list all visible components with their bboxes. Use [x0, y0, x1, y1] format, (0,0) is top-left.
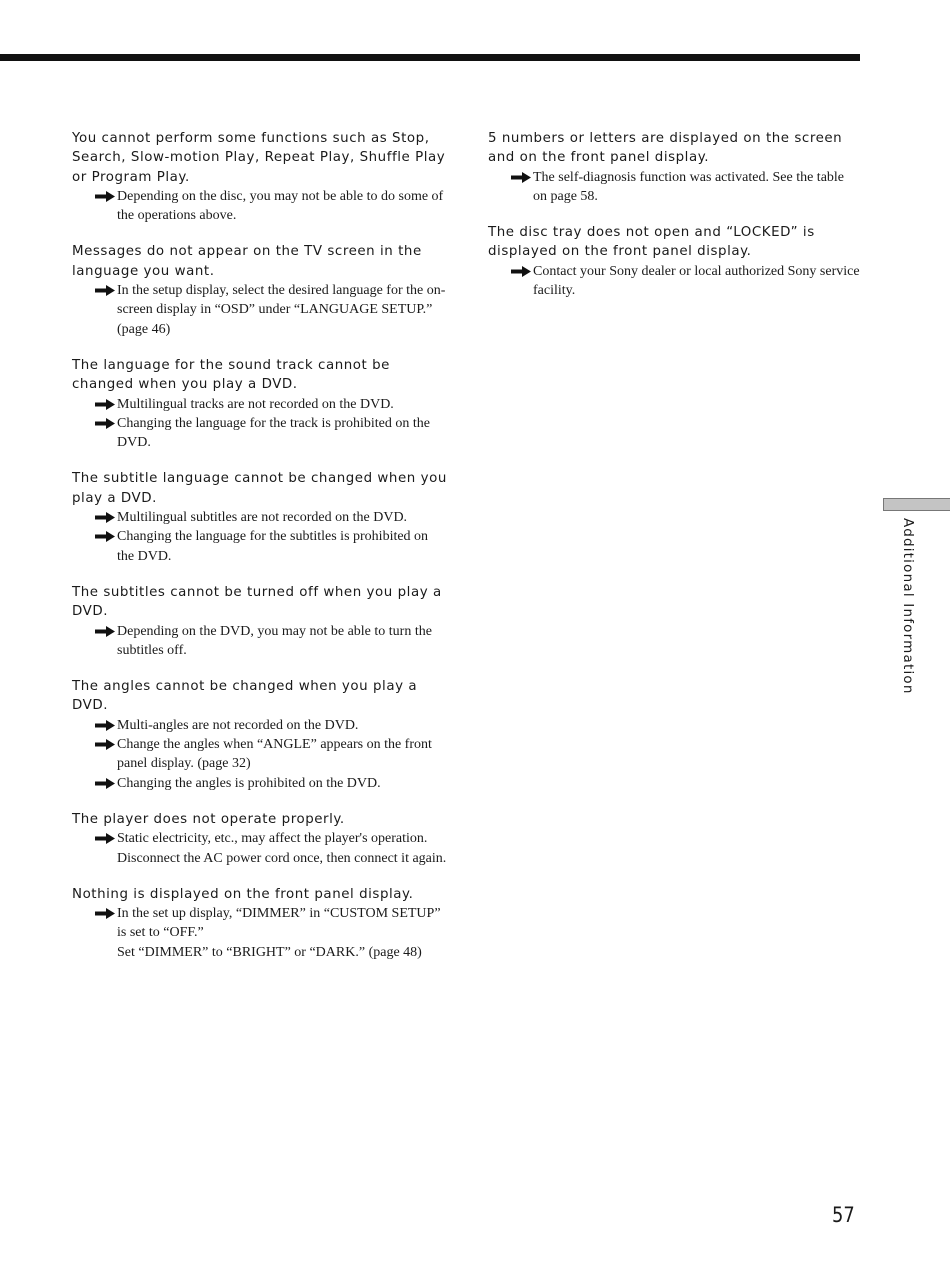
- remedy-text: Disconnect the AC power cord once, then connect it again.: [117, 850, 447, 866]
- troubleshooting-entry: [488, 129, 860, 206]
- remedy-text: Changing the language for the subtitles is prohibited on the DVD.: [117, 529, 429, 564]
- remedy-text: Depending on the disc, you may not be able to do some of the operations above.: [117, 188, 444, 224]
- remedy-item: [72, 187, 448, 226]
- remedy-text: Depending on the DVD, you may not be able to turn the subtitles off.: [117, 623, 432, 658]
- symptom-heading: You cannot perform some functions such as Stop, Search, Slow-motion Play, Repeat Play, Shuffle Play or Program Play.: [72, 131, 446, 185]
- arrow-right-icon: [95, 908, 115, 919]
- troubleshooting-entry: [72, 810, 448, 868]
- remedy-item: [72, 414, 448, 453]
- troubleshooting-entry: [72, 129, 448, 225]
- troubleshooting-entry: [72, 583, 448, 660]
- remedy-item: [72, 904, 448, 962]
- remedy-item: [72, 735, 448, 774]
- troubleshooting-entry: [72, 469, 448, 565]
- remedy-item: [72, 395, 448, 414]
- remedy-text: Set “DIMMER” to “BRIGHT” or “DARK.” (page 48): [117, 944, 422, 960]
- arrow-right-icon: [95, 720, 115, 731]
- remedy-text: In the set up display, “DIMMER” in “CUSTOM SETUP” is set to “OFF.”: [117, 906, 441, 941]
- remedy-text: Changing the language for the track is prohibited on the DVD.: [117, 415, 430, 451]
- arrow-right-icon: [511, 266, 531, 277]
- arrow-right-icon: [95, 285, 115, 296]
- symptom-heading: The disc tray does not open and “LOCKED” is displayed on the front panel display.: [488, 225, 815, 260]
- symptom-heading: Messages do not appear on the TV screen in the language you want.: [72, 244, 422, 279]
- remedy-text: Multilingual tracks are not recorded on the DVD.: [117, 396, 394, 412]
- remedy-text: Multi-angles are not recorded on the DVD.: [117, 717, 359, 733]
- arrow-right-icon: [95, 739, 115, 750]
- symptom-heading: The angles cannot be changed when you play a DVD.: [72, 679, 418, 714]
- symptom-heading: Nothing is displayed on the front panel display.: [72, 886, 414, 902]
- troubleshooting-entry: [72, 677, 448, 793]
- remedy-item: [72, 716, 448, 735]
- section-tab: [883, 498, 950, 511]
- remedy-item: [72, 281, 448, 339]
- troubleshooting-entry: [488, 223, 860, 300]
- remedy-item: [72, 508, 448, 527]
- remedy-text: In the setup display, select the desired language for the on-screen display in “OSD” under “LANGUAGE SETUP.” (page 46): [117, 283, 446, 337]
- remedy-item: [72, 829, 448, 868]
- remedy-text: Contact your Sony dealer or local authorized Sony service facility.: [533, 263, 860, 299]
- arrow-right-icon: [95, 833, 115, 844]
- remedy-item: [72, 527, 448, 566]
- troubleshooting-entry: [72, 356, 448, 452]
- right-column: [488, 129, 860, 317]
- remedy-item: [488, 168, 860, 207]
- troubleshooting-entry: [72, 885, 448, 962]
- remedy-text: The self-diagnosis function was activated. See the table on page 58.: [533, 169, 845, 204]
- left-column: [72, 129, 448, 979]
- remedy-text: Static electricity, etc., may affect the player's operation.: [117, 831, 428, 847]
- arrow-right-icon: [95, 399, 115, 410]
- arrow-right-icon: [511, 172, 531, 183]
- symptom-heading: 5 numbers or letters are displayed on the screen and on the front panel display.: [488, 131, 843, 166]
- arrow-right-icon: [95, 626, 115, 637]
- arrow-right-icon: [95, 512, 115, 523]
- symptom-heading: The subtitle language cannot be changed when you play a DVD.: [72, 471, 447, 506]
- remedy-text: Changing the angles is prohibited on the DVD.: [117, 775, 381, 791]
- arrow-right-icon: [95, 778, 115, 789]
- remedy-text: Change the angles when “ANGLE” appears on the front panel display. (page 32): [117, 737, 432, 772]
- top-rule: [0, 54, 860, 61]
- remedy-item: [72, 622, 448, 661]
- symptom-heading: The subtitles cannot be turned off when you play a DVD.: [72, 584, 442, 620]
- symptom-heading: The language for the sound track cannot be changed when you play a DVD.: [72, 357, 390, 393]
- troubleshooting-entry: [72, 242, 448, 338]
- arrow-right-icon: [95, 191, 115, 202]
- remedy-item: [72, 774, 448, 793]
- symptom-heading: The player does not operate properly.: [72, 811, 345, 827]
- arrow-right-icon: [95, 418, 115, 429]
- arrow-right-icon: [95, 531, 115, 542]
- remedy-text: Multilingual subtitles are not recorded on the DVD.: [117, 510, 408, 526]
- remedy-item: [488, 262, 860, 301]
- section-tab-label: Additional Information: [900, 518, 916, 695]
- page-number: 57: [832, 1203, 855, 1227]
